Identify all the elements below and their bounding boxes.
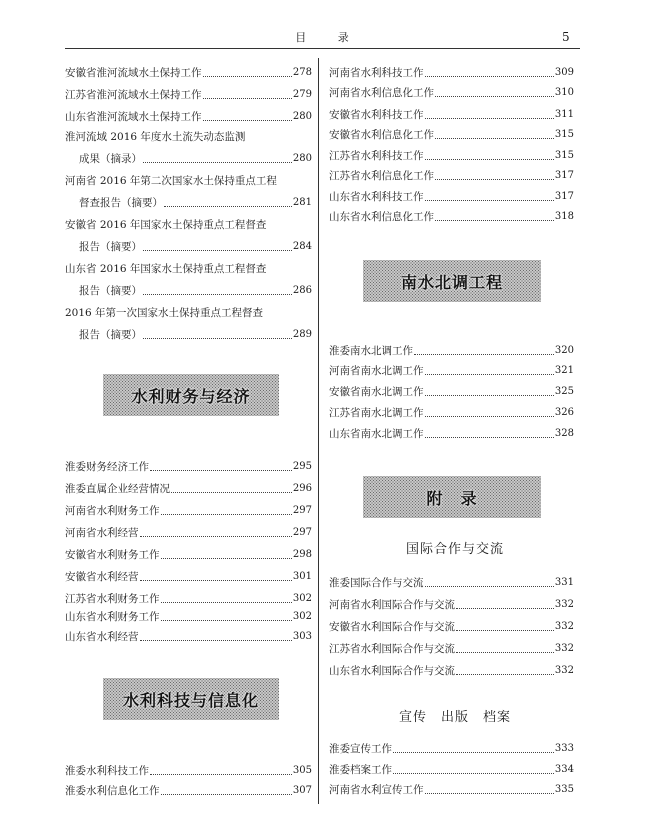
entry-page-number: 297 xyxy=(292,505,312,516)
banner-label: 水利科技与信息化 xyxy=(122,690,259,710)
entry-title: 安徽省淮河流域水土保持工作 xyxy=(65,67,202,79)
toc-entry[interactable] xyxy=(65,64,312,80)
toc-entry[interactable] xyxy=(65,304,312,320)
entry-title: 山东省南水北调工作 xyxy=(329,428,424,440)
toc-entry[interactable] xyxy=(329,761,574,777)
toc-entry[interactable] xyxy=(65,480,312,496)
entry-title: 江苏省南水北调工作 xyxy=(329,407,424,419)
entry-title: 成果（摘录） xyxy=(79,153,142,165)
toc-entry[interactable] xyxy=(65,86,312,102)
dot-leader xyxy=(140,536,292,537)
entry-page-number: 286 xyxy=(292,285,312,296)
dot-leader xyxy=(414,354,554,355)
header-title: 目 录 xyxy=(295,31,363,44)
entry-title: 安徽省南水北调工作 xyxy=(329,386,424,398)
dot-leader xyxy=(425,416,554,417)
entry-title: 河南省水利经营 xyxy=(65,527,139,539)
toc-entry[interactable] xyxy=(329,662,574,678)
entry-title: 淮河流域 2016 年度水土流失动态监测 xyxy=(65,131,246,143)
entry-title: 江苏省水利财务工作 xyxy=(65,593,160,605)
entry-page-number: 295 xyxy=(292,461,312,472)
entry-title: 安徽省水利国际合作与交流 xyxy=(329,621,455,633)
dot-leader xyxy=(456,608,554,609)
entry-title: 淮委水利科技工作 xyxy=(65,765,149,777)
entry-title: 督查报告（摘要） xyxy=(79,197,163,209)
toc-entry[interactable] xyxy=(329,208,574,224)
dot-leader xyxy=(143,162,292,163)
dot-leader xyxy=(393,752,554,753)
toc-entry[interactable] xyxy=(79,282,312,298)
entry-title: 淮委宣传工作 xyxy=(329,743,392,755)
toc-entry[interactable] xyxy=(65,568,312,584)
entry-page-number: 334 xyxy=(554,764,574,775)
entry-page-number: 311 xyxy=(554,109,574,120)
entry-page-number: 325 xyxy=(554,386,574,397)
toc-entry[interactable] xyxy=(65,782,312,798)
entry-page-number: 305 xyxy=(292,765,312,776)
entry-title: 江苏省水利国际合作与交流 xyxy=(329,643,455,655)
entry-page-number: 284 xyxy=(292,241,312,252)
dot-leader xyxy=(425,437,554,438)
dot-leader xyxy=(435,179,554,180)
toc-entry[interactable] xyxy=(65,608,312,624)
dot-leader xyxy=(140,580,292,581)
column-divider xyxy=(318,58,319,804)
header-rule xyxy=(65,48,580,49)
entry-page-number: 289 xyxy=(292,329,312,340)
dot-leader xyxy=(393,773,554,774)
dot-leader xyxy=(164,206,292,207)
toc-entry[interactable] xyxy=(329,574,574,590)
entry-title: 河南省水利科技工作 xyxy=(329,67,424,79)
entry-title: 报告（摘要） xyxy=(79,241,142,253)
entry-page-number: 317 xyxy=(554,170,574,181)
subhead-international: 国际合作与交流 xyxy=(405,542,504,557)
dot-leader xyxy=(140,640,292,641)
toc-entry[interactable] xyxy=(329,64,574,80)
section-banner-tech[interactable] xyxy=(103,678,279,720)
toc-entry[interactable] xyxy=(65,628,312,644)
dot-leader xyxy=(425,374,554,375)
dot-leader xyxy=(456,630,554,631)
section-banner-finance[interactable] xyxy=(103,374,279,416)
entry-title: 淮委国际合作与交流 xyxy=(329,577,424,589)
entry-page-number: 278 xyxy=(292,67,312,78)
toc-entry[interactable] xyxy=(79,194,312,210)
entry-page-number: 279 xyxy=(292,89,312,100)
toc-entry[interactable] xyxy=(79,150,312,166)
entry-title: 河南省 2016 年第二次国家水土保持重点工程 xyxy=(65,175,277,187)
entry-title: 山东省 2016 年国家水土保持重点工程督查 xyxy=(65,263,267,275)
entry-page-number: 321 xyxy=(554,365,574,376)
toc-entry[interactable] xyxy=(329,126,574,142)
entry-title: 淮委直属企业经营情况 xyxy=(65,483,170,495)
entry-page-number: 315 xyxy=(554,150,574,161)
dot-leader xyxy=(161,558,292,559)
toc-entry[interactable] xyxy=(65,128,312,144)
toc-entry[interactable] xyxy=(65,172,312,188)
dot-leader xyxy=(435,96,554,97)
toc-entry[interactable] xyxy=(329,781,574,797)
banner-label: 南水北调工程 xyxy=(400,272,503,292)
banner-label: 附 录 xyxy=(426,488,478,508)
entry-title: 山东省水利国际合作与交流 xyxy=(329,665,455,677)
toc-entry[interactable] xyxy=(329,383,574,399)
entry-page-number: 332 xyxy=(554,665,574,676)
entry-title: 江苏省淮河流域水土保持工作 xyxy=(65,89,202,101)
dot-leader xyxy=(143,250,292,251)
toc-entry[interactable] xyxy=(65,260,312,276)
entry-title: 河南省水利信息化工作 xyxy=(329,87,434,99)
entry-page-number: 302 xyxy=(292,611,312,622)
toc-entry[interactable] xyxy=(329,147,574,163)
dot-leader xyxy=(161,602,292,603)
dot-leader xyxy=(425,793,554,794)
toc-entry[interactable] xyxy=(79,326,312,342)
entry-page-number: 332 xyxy=(554,643,574,654)
toc-entry[interactable] xyxy=(329,596,574,612)
entry-title: 淮委档案工作 xyxy=(329,764,392,776)
dot-leader xyxy=(456,652,554,653)
dot-leader xyxy=(143,338,292,339)
entry-page-number: 320 xyxy=(554,345,574,356)
toc-entry[interactable] xyxy=(329,404,574,420)
entry-page-number: 332 xyxy=(554,599,574,610)
dot-leader xyxy=(425,200,554,201)
entry-title: 河南省水利财务工作 xyxy=(65,505,160,517)
dot-leader xyxy=(425,118,554,119)
dot-leader xyxy=(161,514,292,515)
toc-entry[interactable] xyxy=(329,362,574,378)
toc-entry[interactable] xyxy=(329,618,574,634)
entry-page-number: 326 xyxy=(554,407,574,418)
entry-page-number: 318 xyxy=(554,211,574,222)
entry-page-number: 309 xyxy=(554,67,574,78)
entry-title: 山东省水利财务工作 xyxy=(65,611,160,623)
entry-title: 山东省水利经营 xyxy=(65,631,139,643)
dot-leader xyxy=(203,120,292,121)
entry-page-number: 281 xyxy=(292,197,312,208)
entry-page-number: 302 xyxy=(292,593,312,604)
entry-title: 山东省水利科技工作 xyxy=(329,191,424,203)
toc-entry[interactable] xyxy=(65,216,312,232)
entry-title: 安徽省 2016 年国家水土保持重点工程督查 xyxy=(65,219,267,231)
dot-leader xyxy=(150,774,292,775)
entry-title: 安徽省水利科技工作 xyxy=(329,109,424,121)
entry-page-number: 301 xyxy=(292,571,312,582)
dot-leader xyxy=(203,98,292,99)
entry-title: 山东省淮河流域水土保持工作 xyxy=(65,111,202,123)
dot-leader xyxy=(171,492,292,493)
toc-entry[interactable] xyxy=(329,84,574,100)
entry-title: 河南省南水北调工作 xyxy=(329,365,424,377)
entry-title: 山东省水利信息化工作 xyxy=(329,211,434,223)
subhead-publicity: 宣传 出版 档案 xyxy=(398,710,511,725)
dot-leader xyxy=(456,674,554,675)
entry-title: 江苏省水利信息化工作 xyxy=(329,170,434,182)
entry-page-number: 298 xyxy=(292,549,312,560)
toc-entry[interactable] xyxy=(65,108,312,124)
toc-entry[interactable] xyxy=(65,524,312,540)
dot-leader xyxy=(203,76,292,77)
entry-page-number: 333 xyxy=(554,743,574,754)
dot-leader xyxy=(150,470,292,471)
entry-title: 河南省水利宣传工作 xyxy=(329,784,424,796)
dot-leader xyxy=(161,620,292,621)
toc-entry[interactable] xyxy=(329,740,574,756)
toc-entry[interactable] xyxy=(65,590,312,606)
page-number: 5 xyxy=(562,30,570,44)
dot-leader xyxy=(143,294,292,295)
toc-entry[interactable] xyxy=(65,502,312,518)
entry-title: 淮委财务经济工作 xyxy=(65,461,149,473)
toc-entry[interactable] xyxy=(79,238,312,254)
dot-leader xyxy=(161,794,292,795)
dot-leader xyxy=(425,159,554,160)
entry-page-number: 315 xyxy=(554,129,574,140)
entry-title: 安徽省水利经营 xyxy=(65,571,139,583)
toc-entry[interactable] xyxy=(329,106,574,122)
entry-title: 江苏省水利科技工作 xyxy=(329,150,424,162)
toc-entry[interactable] xyxy=(329,188,574,204)
entry-page-number: 280 xyxy=(292,153,312,164)
entry-page-number: 307 xyxy=(292,785,312,796)
entry-page-number: 280 xyxy=(292,111,312,122)
entry-page-number: 296 xyxy=(292,483,312,494)
entry-page-number: 310 xyxy=(554,87,574,98)
entry-title: 淮委南水北调工作 xyxy=(329,345,413,357)
toc-entry[interactable] xyxy=(329,425,574,441)
entry-title: 安徽省水利信息化工作 xyxy=(329,129,434,141)
dot-leader xyxy=(435,138,554,139)
entry-page-number: 331 xyxy=(554,577,574,588)
entry-title: 河南省水利国际合作与交流 xyxy=(329,599,455,611)
entry-title: 报告（摘要） xyxy=(79,329,142,341)
toc-entry[interactable] xyxy=(65,762,312,778)
dot-leader xyxy=(425,395,554,396)
entry-page-number: 332 xyxy=(554,621,574,632)
toc-entry[interactable] xyxy=(329,342,574,358)
toc-entry[interactable] xyxy=(329,167,574,183)
section-banner-appendix[interactable] xyxy=(363,476,541,518)
entry-title: 淮委水利信息化工作 xyxy=(65,785,160,797)
entry-page-number: 303 xyxy=(292,631,312,642)
entry-page-number: 328 xyxy=(554,428,574,439)
entry-title: 2016 年第一次国家水土保持重点工程督查 xyxy=(65,307,264,319)
dot-leader xyxy=(425,586,554,587)
banner-label: 水利财务与经济 xyxy=(131,386,251,406)
entry-title: 安徽省水利财务工作 xyxy=(65,549,160,561)
toc-entry[interactable] xyxy=(65,546,312,562)
entry-page-number: 317 xyxy=(554,191,574,202)
toc-entry[interactable] xyxy=(65,458,312,474)
dot-leader xyxy=(425,76,554,77)
entry-title: 报告（摘要） xyxy=(79,285,142,297)
entry-page-number: 335 xyxy=(554,784,574,795)
dot-leader xyxy=(435,220,554,221)
section-banner-snwd[interactable] xyxy=(363,260,541,302)
toc-entry[interactable] xyxy=(329,640,574,656)
entry-page-number: 297 xyxy=(292,527,312,538)
